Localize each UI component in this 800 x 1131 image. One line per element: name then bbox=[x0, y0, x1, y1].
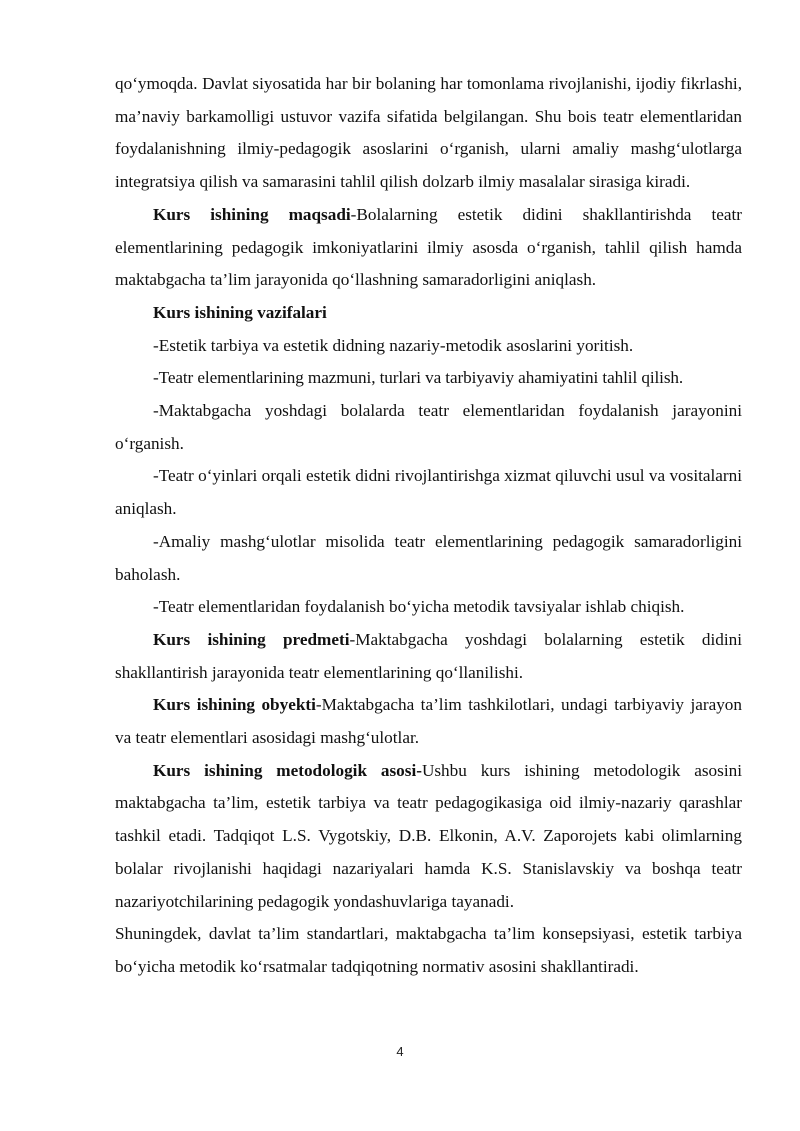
methodology-paragraph bbox=[115, 755, 742, 919]
subject-paragraph bbox=[115, 624, 742, 689]
task-item: -Teatr elementlarining mazmuni, turlari va tarbiyaviy ahamiyatini tahlil qilish. bbox=[153, 368, 684, 388]
task-item: -Teatr o‘yinlari orqali estetik didni rivojlantirishga xizmat qiluvchi usul va vositalarni aniqlash. bbox=[115, 466, 742, 519]
task-item: -Teatr elementlaridan foydalanish bo‘yicha metodik tavsiyalar ishlab chiqish. bbox=[153, 597, 685, 617]
intro-paragraph: qo‘ymoqda. Davlat siyosatida har bir bolaning har tomonlama rivojlanishi, ijodiy fikrlashi, ma’naviy barkamolligi ustuvor vazifa sifatida belgilangan. Shu bois teatr elementlaridan foydalanishning ilmiy-pedagogik asoslarini o‘rganish, ularni amaliy mashg‘ulotlarga integratsiya qilish va samarasini tahlil qilish dolzarb ilmiy masalalar sirasiga kiradi. bbox=[115, 74, 742, 192]
methodology-label: Kurs ishining metodologik asosi- bbox=[153, 760, 422, 780]
subject-label: Kurs ishining predmeti bbox=[153, 629, 350, 649]
tasks-heading: Kurs ishining vazifalari bbox=[153, 302, 327, 322]
page-number: 4 bbox=[396, 1044, 404, 1059]
task-item: -Amaliy mashg‘ulotlar misolida teatr elementlarining pedagogik samaradorligini baholash. bbox=[115, 531, 742, 584]
goal-paragraph bbox=[115, 199, 742, 297]
object-paragraph bbox=[115, 689, 742, 754]
methodology-text: Ushbu kurs ishining metodologik asosini maktabgacha ta’lim, estetik tarbiya va teatr pedagogikasiga oid ilmiy-nazariy qarashlar tashkil etadi. Tadqiqot L.S. Vygotskiy, D.B. Elkonin, A.V. Zaporojets kabi olimlarning bolalar rivojlanishi haqidagi nazariyalari hamda K.S. Stanislavskiy va boshqa teatr nazariyotchilarining pedagogik yondashuvlariga tayanadi. bbox=[115, 760, 742, 911]
subject-text: -Maktabgacha yoshdagi bolalarning estetik didini shakllantirish jarayonida teatr elementlarining qo‘llanilishi. bbox=[115, 629, 743, 682]
task-item: -Maktabgacha yoshdagi bolalarda teatr elementlaridan foydalanish jarayonini o‘rganish. bbox=[115, 401, 742, 453]
closing-paragraph: Shuningdek, davlat ta’lim standartlari, maktabgacha ta’lim konsepsiyasi, estetik tarbiya bo‘yicha metodik ko‘rsatmalar tadqiqotning normativ asosini shakllantiradi. bbox=[115, 924, 742, 976]
page-body bbox=[115, 68, 742, 984]
task-item: -Estetik tarbiya va estetik didning nazariy-metodik asoslarini yoritish. bbox=[153, 335, 634, 355]
goal-label: Kurs ishining maqsadi bbox=[153, 204, 351, 224]
goal-text: -Bolalarning estetik didini shakllantirishda teatr elementlarining pedagogik imkoniyatlarini ilmiy asosda o‘rganish, tahlil qilish hamda maktabgacha ta’lim jarayonida qo‘llashning samaradorligini aniqlash. bbox=[115, 204, 742, 290]
object-label: Kurs ishining obyekti bbox=[153, 695, 316, 715]
object-text: -Maktabgacha ta’lim tashkilotlari, undagi tarbiyaviy jarayon va teatr elementlari asosidagi mashg‘ulotlar. bbox=[115, 695, 742, 748]
